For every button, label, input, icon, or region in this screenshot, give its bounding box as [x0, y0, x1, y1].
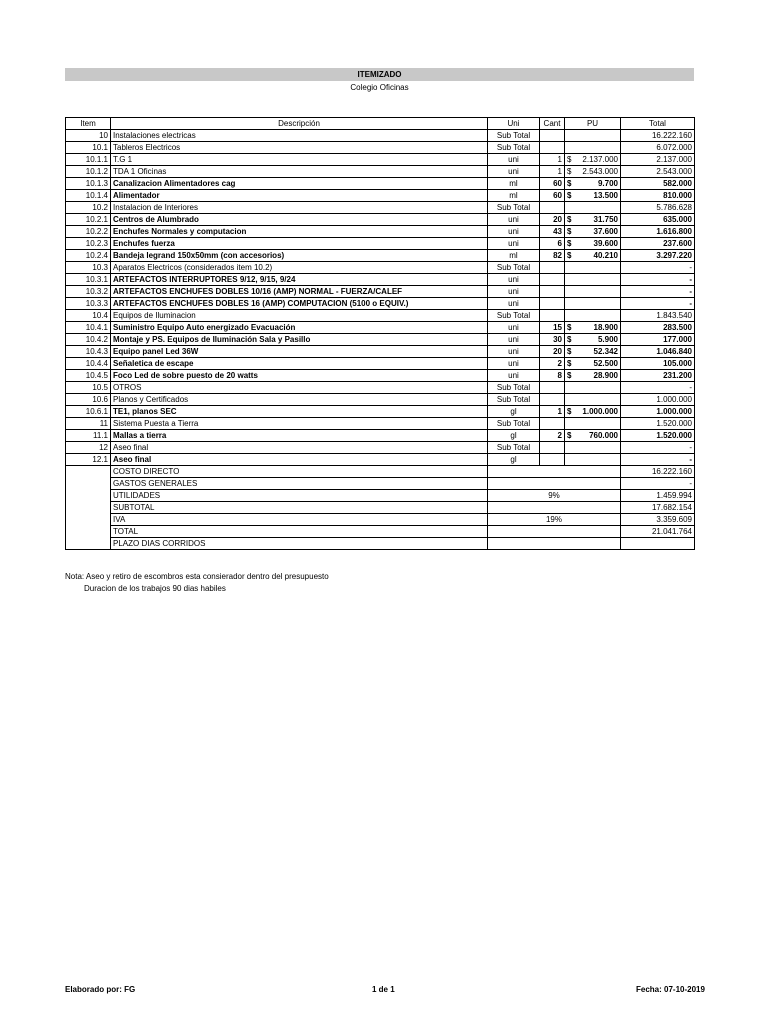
- item-total: -: [621, 262, 695, 274]
- item-description: Alimentador: [111, 190, 488, 202]
- table-row: [66, 214, 695, 226]
- item-total: 1.520.000: [621, 430, 695, 442]
- table-row: [66, 346, 695, 358]
- item-unit-price: [565, 442, 621, 454]
- summary-total: -: [621, 478, 695, 490]
- summary-label: COSTO DIRECTO: [111, 466, 488, 478]
- item-quantity: [540, 286, 565, 298]
- table-row: [66, 298, 695, 310]
- item-number: 10.1.4: [66, 190, 111, 202]
- table-row: [66, 250, 695, 262]
- item-quantity: 60: [540, 178, 565, 190]
- item-total: 1.520.000: [621, 418, 695, 430]
- item-total: -: [621, 382, 695, 394]
- currency-symbol: $: [567, 335, 572, 344]
- item-unit: gl: [488, 454, 540, 466]
- unit-price-value: 37.600: [593, 227, 618, 236]
- item-unit-price: [565, 250, 621, 262]
- item-description: Mallas a tierra: [111, 430, 488, 442]
- item-description: Tableros Electricos: [111, 142, 488, 154]
- summary-row: [66, 478, 695, 490]
- item-quantity: [540, 130, 565, 142]
- item-description: Suministro Equipo Auto energizado Evacuación: [111, 322, 488, 334]
- item-unit-price: [565, 166, 621, 178]
- item-description: Aparatos Electricos (considerados item 10.2): [111, 262, 488, 274]
- item-number: 10.2.4: [66, 250, 111, 262]
- table-row: [66, 382, 695, 394]
- currency-symbol: $: [567, 215, 572, 224]
- item-number: 10.4: [66, 310, 111, 322]
- summary-label: IVA: [111, 514, 488, 526]
- table-row: [66, 406, 695, 418]
- table-header-row: [66, 118, 695, 130]
- item-number: 10.5: [66, 382, 111, 394]
- column-header-total: Total: [621, 118, 695, 130]
- item-unit: Sub Total: [488, 418, 540, 430]
- summary-row: [66, 514, 695, 526]
- summary-rate: [488, 478, 621, 490]
- item-unit: Sub Total: [488, 310, 540, 322]
- column-header-item: Item: [66, 118, 111, 130]
- item-unit-price: [565, 310, 621, 322]
- item-quantity: [540, 454, 565, 466]
- item-description: Enchufes fuerza: [111, 238, 488, 250]
- table-row: [66, 274, 695, 286]
- item-unit: uni: [488, 370, 540, 382]
- summary-label: TOTAL: [111, 526, 488, 538]
- table-row: [66, 334, 695, 346]
- document-title: ITEMIZADO: [65, 68, 694, 81]
- item-total: -: [621, 298, 695, 310]
- summary-label: PLAZO DIAS CORRIDOS: [111, 538, 488, 550]
- item-description: Aseo final: [111, 454, 488, 466]
- item-total: 3.297.220: [621, 250, 695, 262]
- item-number: 10.4.3: [66, 346, 111, 358]
- item-total: 283.500: [621, 322, 695, 334]
- item-unit: uni: [488, 334, 540, 346]
- item-unit-price: [565, 238, 621, 250]
- item-unit: Sub Total: [488, 202, 540, 214]
- table-row: [66, 202, 695, 214]
- unit-price-value: 40.210: [593, 251, 618, 260]
- item-description: Equipos de Iluminacion: [111, 310, 488, 322]
- currency-symbol: $: [567, 407, 572, 416]
- item-description: Canalizacion Alimentadores cag: [111, 178, 488, 190]
- item-unit-price: [565, 430, 621, 442]
- item-quantity: [540, 262, 565, 274]
- table-row: [66, 442, 695, 454]
- summary-rate: 19%: [488, 514, 621, 526]
- item-quantity: 8: [540, 370, 565, 382]
- currency-symbol: $: [567, 431, 572, 440]
- item-rows: [66, 130, 695, 466]
- unit-price-value: 28.900: [593, 371, 618, 380]
- item-number: 10.6: [66, 394, 111, 406]
- item-quantity: 1: [540, 154, 565, 166]
- item-total: -: [621, 454, 695, 466]
- item-unit-price: [565, 154, 621, 166]
- item-unit-price: [565, 322, 621, 334]
- item-quantity: [540, 418, 565, 430]
- item-unit-price: [565, 178, 621, 190]
- item-unit-price: [565, 358, 621, 370]
- summary-total: [621, 538, 695, 550]
- item-description: T.G 1: [111, 154, 488, 166]
- item-quantity: [540, 310, 565, 322]
- item-total: 6.072.000: [621, 142, 695, 154]
- item-total: 177.000: [621, 334, 695, 346]
- item-unit: uni: [488, 238, 540, 250]
- table-row: [66, 358, 695, 370]
- item-unit: uni: [488, 286, 540, 298]
- item-total: 2.137.000: [621, 154, 695, 166]
- table-row: [66, 142, 695, 154]
- item-quantity: 15: [540, 322, 565, 334]
- itemized-table: [65, 117, 695, 550]
- item-description: Señaletica de escape: [111, 358, 488, 370]
- item-quantity: 43: [540, 226, 565, 238]
- summary-rate: [488, 538, 621, 550]
- item-unit: ml: [488, 190, 540, 202]
- item-unit: Sub Total: [488, 442, 540, 454]
- unit-price-value: 760.000: [589, 431, 618, 440]
- unit-price-value: 2.543.000: [582, 167, 618, 176]
- table-row: [66, 310, 695, 322]
- item-unit: gl: [488, 406, 540, 418]
- item-unit: gl: [488, 430, 540, 442]
- item-total: 231.200: [621, 370, 695, 382]
- item-number: 10.1.2: [66, 166, 111, 178]
- table-row: [66, 262, 695, 274]
- item-unit-price: [565, 190, 621, 202]
- summary-total: 17.682.154: [621, 502, 695, 514]
- unit-price-value: 52.342: [593, 347, 618, 356]
- item-unit: uni: [488, 226, 540, 238]
- item-quantity: [540, 394, 565, 406]
- item-total: -: [621, 442, 695, 454]
- summary-rate: 9%: [488, 490, 621, 502]
- item-unit: uni: [488, 166, 540, 178]
- table-row: [66, 286, 695, 298]
- unit-price-value: 39.600: [593, 239, 618, 248]
- item-total: 237.600: [621, 238, 695, 250]
- item-quantity: 2: [540, 430, 565, 442]
- item-unit-price: [565, 130, 621, 142]
- currency-symbol: $: [567, 191, 572, 200]
- item-quantity: [540, 298, 565, 310]
- item-quantity: 6: [540, 238, 565, 250]
- item-unit: Sub Total: [488, 142, 540, 154]
- item-description: Instalacion de Interiores: [111, 202, 488, 214]
- summary-row: [66, 490, 695, 502]
- item-unit-price: [565, 406, 621, 418]
- item-total: 2.543.000: [621, 166, 695, 178]
- item-description: Foco Led de sobre puesto de 20 watts: [111, 370, 488, 382]
- item-total: 582.000: [621, 178, 695, 190]
- item-quantity: [540, 202, 565, 214]
- unit-price-value: 31.750: [593, 215, 618, 224]
- item-total: 1.843.540: [621, 310, 695, 322]
- summary-row: [66, 526, 695, 538]
- item-description: ARTEFACTOS ENCHUFES DOBLES 10/16 (AMP) NORMAL - FUERZA/CALEF: [111, 286, 488, 298]
- currency-symbol: $: [567, 251, 572, 260]
- item-unit: Sub Total: [488, 382, 540, 394]
- item-description: Planos y Certificados: [111, 394, 488, 406]
- item-unit: uni: [488, 214, 540, 226]
- item-unit-price: [565, 214, 621, 226]
- item-quantity: [540, 382, 565, 394]
- table-row: [66, 166, 695, 178]
- item-number: 10.3.2: [66, 286, 111, 298]
- item-quantity: 20: [540, 214, 565, 226]
- item-unit: Sub Total: [488, 394, 540, 406]
- item-unit: Sub Total: [488, 130, 540, 142]
- footer-page-number: 1 de 1: [372, 985, 395, 994]
- item-number: 10.4.1: [66, 322, 111, 334]
- item-number: 10.3.1: [66, 274, 111, 286]
- item-unit: uni: [488, 274, 540, 286]
- table-row: [66, 226, 695, 238]
- item-quantity: 60: [540, 190, 565, 202]
- footer-prepared-by: Elaborado por: FG: [65, 985, 136, 994]
- table-row: [66, 430, 695, 442]
- summary-rows: [66, 466, 695, 550]
- table-row: [66, 454, 695, 466]
- item-unit-price: [565, 298, 621, 310]
- currency-symbol: $: [567, 347, 572, 356]
- item-description: TE1, planos SEC: [111, 406, 488, 418]
- item-number: 10.1.1: [66, 154, 111, 166]
- item-description: Centros de Alumbrado: [111, 214, 488, 226]
- item-total: 1.046.840: [621, 346, 695, 358]
- table-row: [66, 178, 695, 190]
- item-quantity: 1: [540, 166, 565, 178]
- item-unit: uni: [488, 154, 540, 166]
- item-unit-price: [565, 382, 621, 394]
- summary-label: UTILIDADES: [111, 490, 488, 502]
- item-total: -: [621, 274, 695, 286]
- unit-price-value: 2.137.000: [582, 155, 618, 164]
- item-unit: uni: [488, 358, 540, 370]
- item-description: Bandeja legrand 150x50mm (con accesorios): [111, 250, 488, 262]
- item-number: 10.3.3: [66, 298, 111, 310]
- table-row: [66, 370, 695, 382]
- item-unit: uni: [488, 322, 540, 334]
- currency-symbol: $: [567, 155, 572, 164]
- summary-rate: [488, 502, 621, 514]
- currency-symbol: $: [567, 323, 572, 332]
- item-unit-price: [565, 394, 621, 406]
- item-total: 810.000: [621, 190, 695, 202]
- item-unit: uni: [488, 346, 540, 358]
- table-row: [66, 190, 695, 202]
- footer-date: Fecha: 07-10-2019: [636, 985, 705, 994]
- note-line-1: Nota: Aseo y retiro de escombros esta consierador dentro del presupuesto: [65, 572, 329, 581]
- item-unit-price: [565, 262, 621, 274]
- item-description: ARTEFACTOS INTERRUPTORES 9/12, 9/15, 9/24: [111, 274, 488, 286]
- summary-total: 3.359.609: [621, 514, 695, 526]
- item-description: Enchufes Normales y computacion: [111, 226, 488, 238]
- item-quantity: 20: [540, 346, 565, 358]
- summary-row: [66, 538, 695, 550]
- item-number: 10.3: [66, 262, 111, 274]
- item-description: Aseo final: [111, 442, 488, 454]
- item-unit-price: [565, 286, 621, 298]
- item-description: OTROS: [111, 382, 488, 394]
- summary-label: GASTOS GENERALES: [111, 478, 488, 490]
- table-row: [66, 394, 695, 406]
- item-description: TDA 1 Oficinas: [111, 166, 488, 178]
- item-unit: ml: [488, 250, 540, 262]
- item-number: 11.1: [66, 430, 111, 442]
- table-row: [66, 154, 695, 166]
- column-header-unit: Uni: [488, 118, 540, 130]
- item-quantity: 82: [540, 250, 565, 262]
- unit-price-value: 1.000.000: [582, 407, 618, 416]
- currency-symbol: $: [567, 359, 572, 368]
- item-unit-price: [565, 202, 621, 214]
- item-total: 16.222.160: [621, 130, 695, 142]
- summary-total: 1.459.994: [621, 490, 695, 502]
- currency-symbol: $: [567, 167, 572, 176]
- table-row: [66, 238, 695, 250]
- summary-rate: [488, 466, 621, 478]
- item-number: 10.1.3: [66, 178, 111, 190]
- item-total: 1.616.800: [621, 226, 695, 238]
- item-description: Sistema Puesta a Tierra: [111, 418, 488, 430]
- item-number: 10.2.3: [66, 238, 111, 250]
- item-number: 10: [66, 130, 111, 142]
- item-total: 635.000: [621, 214, 695, 226]
- currency-symbol: $: [567, 239, 572, 248]
- item-total: 5.786.628: [621, 202, 695, 214]
- note-line-2: Duracion de los trabajos 90 dias habiles: [84, 584, 226, 593]
- item-unit-price: [565, 142, 621, 154]
- currency-symbol: $: [567, 227, 572, 236]
- item-unit: ml: [488, 178, 540, 190]
- summary-row: [66, 502, 695, 514]
- item-unit-price: [565, 346, 621, 358]
- summary-blank-cell: [66, 466, 111, 550]
- item-quantity: 30: [540, 334, 565, 346]
- column-header-quantity: Cant: [540, 118, 565, 130]
- item-unit-price: [565, 226, 621, 238]
- column-header-unit-price: PU: [565, 118, 621, 130]
- item-total: 105.000: [621, 358, 695, 370]
- item-total: -: [621, 286, 695, 298]
- summary-label: SUBTOTAL: [111, 502, 488, 514]
- item-number: 10.6.1: [66, 406, 111, 418]
- column-header-description: Descripción: [111, 118, 488, 130]
- item-number: 12: [66, 442, 111, 454]
- item-number: 10.1: [66, 142, 111, 154]
- summary-row: [66, 466, 695, 478]
- item-quantity: [540, 442, 565, 454]
- currency-symbol: $: [567, 179, 572, 188]
- item-description: ARTEFACTOS ENCHUFES DOBLES 16 (AMP) COMPUTACION (5100 o EQUIV.): [111, 298, 488, 310]
- item-number: 10.4.4: [66, 358, 111, 370]
- item-unit-price: [565, 274, 621, 286]
- item-unit-price: [565, 334, 621, 346]
- unit-price-value: 52.500: [593, 359, 618, 368]
- item-unit: Sub Total: [488, 262, 540, 274]
- summary-rate: [488, 526, 621, 538]
- item-quantity: [540, 274, 565, 286]
- item-number: 10.4.5: [66, 370, 111, 382]
- document-subtitle: Colegio Oficinas: [350, 83, 409, 92]
- unit-price-value: 9.700: [597, 179, 618, 188]
- item-quantity: [540, 142, 565, 154]
- unit-price-value: 5.900: [597, 335, 618, 344]
- item-unit-price: [565, 370, 621, 382]
- item-quantity: 1: [540, 406, 565, 418]
- item-unit-price: [565, 454, 621, 466]
- item-quantity: 2: [540, 358, 565, 370]
- item-number: 12.1: [66, 454, 111, 466]
- item-number: 10.2: [66, 202, 111, 214]
- item-unit-price: [565, 418, 621, 430]
- item-description: Montaje y PS. Equipos de Iluminación Sala y Pasillo: [111, 334, 488, 346]
- summary-total: 21.041.764: [621, 526, 695, 538]
- item-number: 10.2.2: [66, 226, 111, 238]
- item-description: Equipo panel Led 36W: [111, 346, 488, 358]
- unit-price-value: 18.900: [593, 323, 618, 332]
- currency-symbol: $: [567, 371, 572, 380]
- item-unit: uni: [488, 298, 540, 310]
- item-description: Instalaciones electricas: [111, 130, 488, 142]
- table-row: [66, 322, 695, 334]
- unit-price-value: 13.500: [593, 191, 618, 200]
- item-number: 10.2.1: [66, 214, 111, 226]
- item-total: 1.000.000: [621, 406, 695, 418]
- item-total: 1.000.000: [621, 394, 695, 406]
- item-number: 11: [66, 418, 111, 430]
- item-number: 10.4.2: [66, 334, 111, 346]
- table-row: [66, 130, 695, 142]
- table-row: [66, 418, 695, 430]
- summary-total: 16.222.160: [621, 466, 695, 478]
